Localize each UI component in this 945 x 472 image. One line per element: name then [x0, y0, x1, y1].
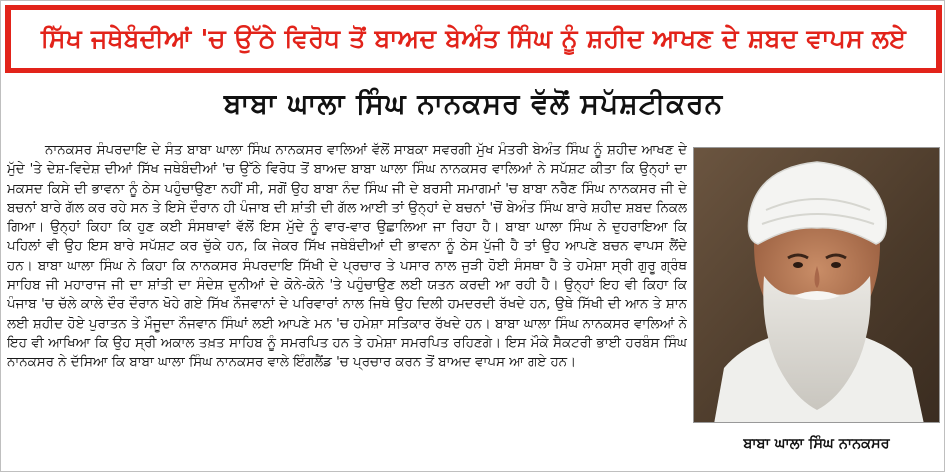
subheadline: ਬਾਬਾ ਘਾਲਾ ਸਿੰਘ ਨਾਨਕਸਰ ਵੱਲੋਂ ਸਪੱਸ਼ਟੀਕਰਨ [223, 87, 724, 120]
article-body: ਨਾਨਕਸਰ ਸੰਪਰਦਾਇ ਦੇ ਸੰਤ ਬਾਬਾ ਘਾਲਾ ਸਿੰਘ ਨਾਨਕਸਰ ਵਾਲਿਆਂ ਵੱਲੋਂ ਸਾਬਕਾ ਸਵਰਗੀ ਮੁੱਖ ਮੰਤਰੀ ਬੇਅੰਤ ਸਿੰਘ ਨੂੰ ਸ਼ਹੀਦ ਆਖਣ ਦੇ ਮੁੱਦੇ 'ਤੇ ਦੇਸ਼-ਵਿਦੇਸ਼ ਦੀਆਂ ਸਿੱਖ ਜਥੇਬੰਦੀਆਂ 'ਚ ਉੱਠੇ ਵਿਰੋਧ ਤੋਂ ਬਾਅਦ ਬਾਬਾ ਘਾਲਾ ਸਿੰਘ ਨਾਨਕਸਰ ਵਾਲਿਆਂ ਨੇ ਸਪੱਸ਼ਟ ਕੀਤਾ ਕਿ ਉਨ੍ਹਾਂ ਦਾ ਮਕਸਦ ਕਿਸੇ ਦੀ ਭਾਵਨਾ ਨੂੰ ਠੇਸ ਪਹੁੰਚਾਉਣਾ ਨਹੀਂ ਸੀ, ਸਗੋਂ ਉਹ ਬਾਬਾ ਨੰਦ ਸਿੰਘ ਜੀ ਦੇ ਬਰਸੀ ਸਮਾਗਮਾਂ 'ਚ ਬਾਬਾ ਨਰੈਣ ਸਿੰਘ ਨਾਨਕਸਰ ਜੀ ਦੇ ਬਚਨਾਂ ਬਾਰੇ ਗੱਲ ਕਰ ਰਹੇ ਸਨ ਤੇ ਇਸੇ ਦੌਰਾਨ ਹੀ ਪੰਜਾਬ ਦੀ ਸ਼ਾਂਤੀ ਦੀ ਗੱਲ ਆਈ ਤਾਂ ਉਨ੍ਹਾਂ ਦੇ ਬਚਨਾਂ 'ਚੋਂ ਬੇਅੰਤ ਸਿੰਘ ਬਾਰੇ ਸ਼ਹੀਦ ਸ਼ਬਦ ਨਿਕਲ ਗਿਆ। ਉਨ੍ਹਾਂ ਕਿਹਾ ਕਿ ਹੁਣ ਕਈ ਸੰਸਥਾਵਾਂ ਵੱਲੋਂ ਇਸ ਮੁੱਦੇ ਨੂੰ ਵਾਰ-ਵਾਰ ਉਛਾਲਿਆ ਜਾ ਰਿਹਾ ਹੈ। ਬਾਬਾ ਘਾਲਾ ਸਿੰਘ ਨੇ ਦੁਹਰਾਇਆ ਕਿ ਪਹਿਲਾਂ ਵੀ ਉਹ ਇਸ ਬਾਰੇ ਸਪੱਸ਼ਟ ਕਰ ਚੁੱਕੇ ਹਨ, ਕਿ ਜੇਕਰ ਸਿੱਖ ਜਥੇਬੰਦੀਆਂ ਦੀ ਭਾਵਨਾ ਨੂੰ ਠੇਸ ਪੁੱਜੀ ਹੈ ਤਾਂ ਉਹ ਆਪਣੇ ਬਚਨ ਵਾਪਸ ਲੈਂਦੇ ਹਨ। ਬਾਬਾ ਘਾਲਾ ਸਿੰਘ ਨੇ ਕਿਹਾ ਕਿ ਨਾਨਕਸਰ ਸੰਪਰਦਾਇ ਸਿੱਖੀ ਦੇ ਪ੍ਰਚਾਰ ਤੇ ਪਸਾਰ ਨਾਲ ਜੁੜੀ ਹੋਈ ਸੰਸਥਾ ਹੈ ਤੇ ਹਮੇਸ਼ਾ ਸ੍ਰੀ ਗੁਰੂ ਗ੍ਰੰਥ ਸਾਹਿਬ ਜੀ ਮਹਾਰਾਜ ਜੀ ਦਾ ਸ਼ਾਂਤੀ ਦਾ ਸੰਦੇਸ਼ ਦੁਨੀਆਂ ਦੇ ਕੋਨੇ-ਕੋਨੇ 'ਤੇ ਪਹੁੰਚਾਉਣ ਲਈ ਯਤਨ ਕਰਦੀ ਆ ਰਹੀ ਹੈ। ਉਨ੍ਹਾਂ ਇਹ ਵੀ ਕਿਹਾ ਕਿ ਪੰਜਾਬ 'ਚ ਚੱਲੇ ਕਾਲੇ ਦੌਰ ਦੌਰਾਨ ਖੋਹੇ ਗਏ ਸਿੱਖ ਨੌਜਵਾਨਾਂ ਦੇ ਪਰਿਵਾਰਾਂ ਨਾਲ ਜਿਥੇ ਉਹ ਦਿਲੀ ਹਮਦਰਦੀ ਰੱਖਦੇ ਹਨ, ਉਥੇ ਸਿੱਖੀ ਦੀ ਆਨ ਤੇ ਸ਼ਾਨ ਲਈ ਸ਼ਹੀਦ ਹੋਏ ਪੁਰਾਤਨ ਤੇ ਮੌਜੂਦਾ ਨੌਜਵਾਨ ਸਿੰਘਾਂ ਲਈ ਆਪਣੇ ਮਨ 'ਚ ਹਮੇਸ਼ਾ ਸਤਿਕਾਰ ਰੱਖਦੇ ਹਨ। ਬਾਬਾ ਘਾਲਾ ਸਿੰਘ ਨਾਨਕਸਰ ਵਾਲਿਆਂ ਨੇ ਇਹ ਵੀ ਆਖਿਆ ਕਿ ਉਹ ਸ੍ਰੀ ਅਕਾਲ ਤਖ਼ਤ ਸਾਹਿਬ ਨੂੰ ਸਮਰਪਿਤ ਹਨ ਤੇ ਹਮੇਸ਼ਾ ਸਮਰਪਿਤ ਰਹਿਣਗੇ। ਇਸ ਮੌਕੇ ਸੈਕਟਰੀ ਭਾਈ ਹਰਬੰਸ ਸਿੰਘ ਨਾਨਕਸਰ ਨੇ ਦੱਸਿਆ ਕਿ ਬਾਬਾ ਘਾਲਾ ਸਿੰਘ ਨਾਨਕਸਰ ਵਾਲੇ ਇੰਗਲੈਂਡ 'ਚ ਪ੍ਰਚਾਰ ਕਰਨ ਤੋਂ ਬਾਅਦ ਵਾਪਸ ਆ ਗਏ ਹਨ। [7, 143, 687, 371]
photo-caption: ਬਾਬਾ ਘਾਲਾ ਸਿੰਘ ਨਾਨਕਸਰ [743, 436, 890, 452]
headline-banner [5, 5, 942, 73]
portrait-image [694, 148, 940, 423]
headline: ਸਿੱਖ ਜਥੇਬੰਦੀਆਂ 'ਚ ਉੱਠੇ ਵਿਰੋਧ ਤੋਂ ਬਾਅਦ ਬੇਅੰਤ ਸਿੰਘ ਨੂੰ ਸ਼ਹੀਦ ਆਖਣ ਦੇ ਸ਼ਬਦ ਵਾਪਸ ਲਏ [40, 24, 907, 53]
portrait-photo [693, 147, 940, 423]
headline-box [11, 10, 936, 68]
